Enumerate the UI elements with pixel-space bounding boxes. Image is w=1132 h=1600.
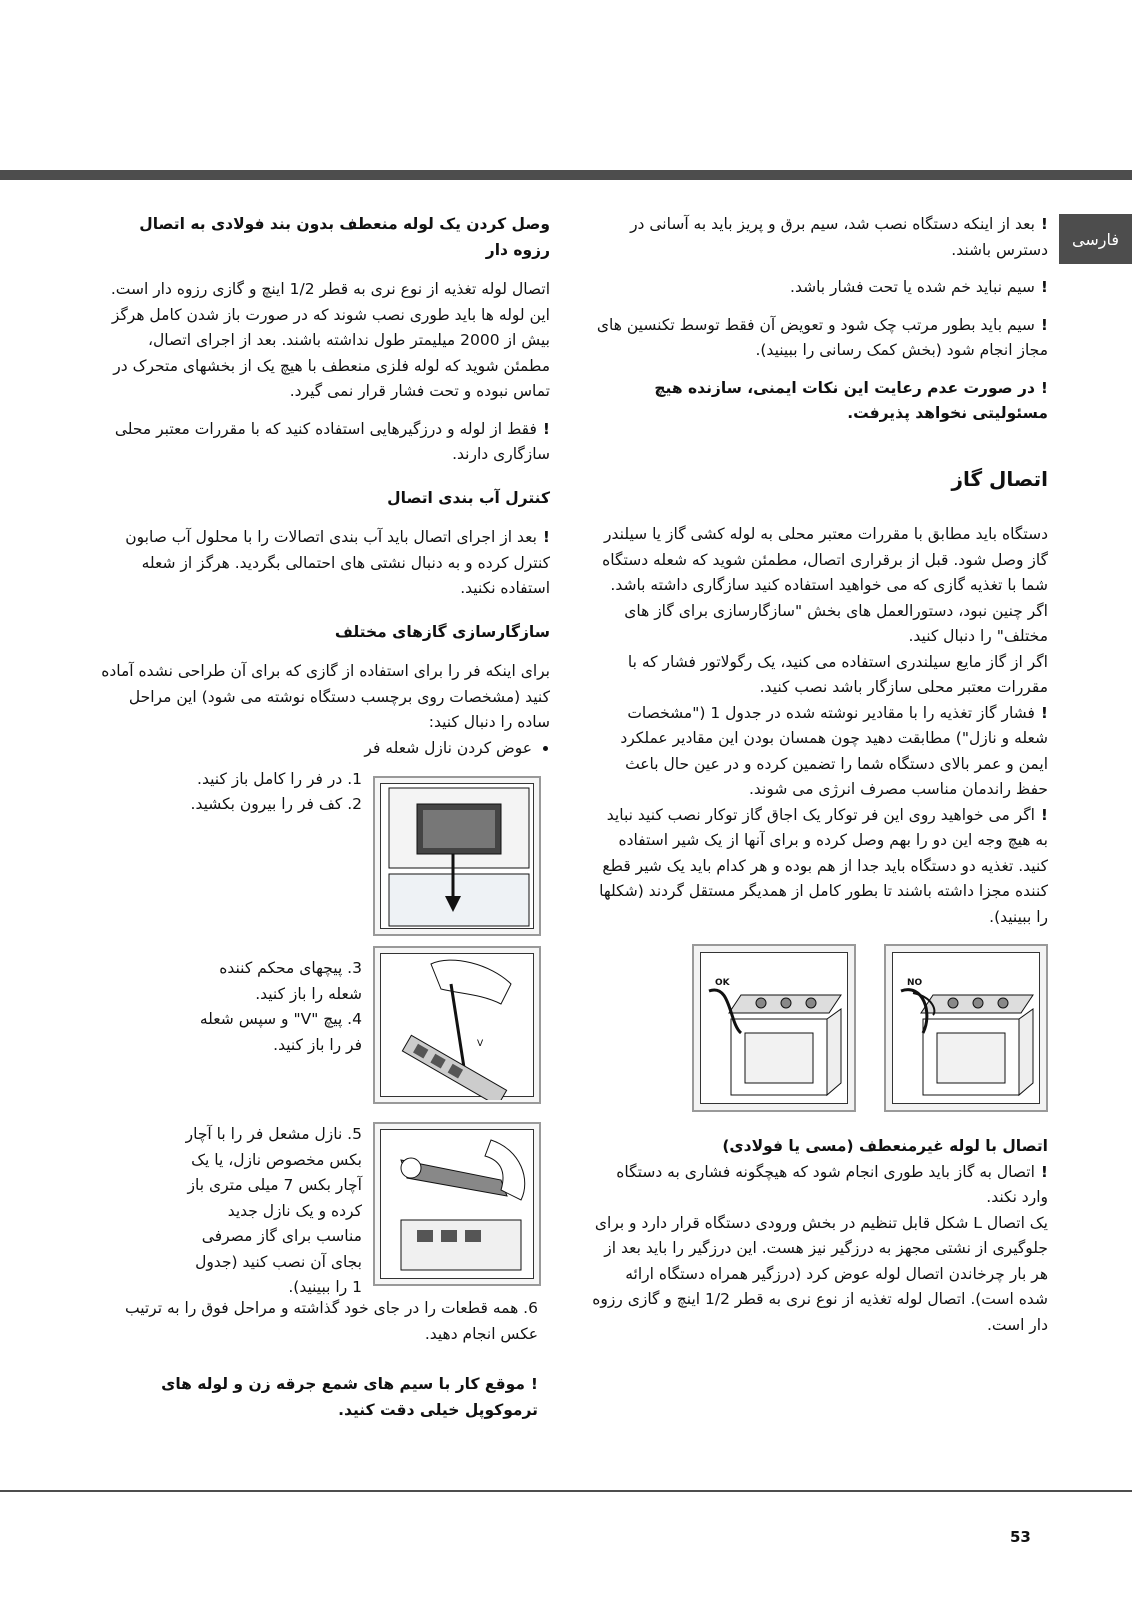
leak-check-heading: کنترل آب بندی اتصال	[387, 488, 550, 507]
language-tab: فارسی	[1059, 214, 1132, 264]
top-divider-bar	[0, 170, 1132, 180]
rigid-pipe-paragraph: !اتصال به گاز باید طوری انجام شود که هیچگونه فشاری به دستگاه وارد نکند.	[616, 1162, 1048, 1206]
warning-1: !بعد از اینکه دستگاه نصب شد، سیم برق و پریز باید به آسانی در دسترس باشند.	[630, 215, 1048, 259]
rigid-pipe-heading: اتصال با لوله غیرمنعطف (مسی یا فولادی)	[722, 1137, 1048, 1155]
installation-figures	[692, 944, 1048, 1112]
burner-screw-illustration	[381, 954, 537, 1100]
gas-paragraph-4: !اگر می خواهید روی این فر توکار یک اجاق گاز توکار نصب کنید نباید به هیچ وجه این دو را بهم وصل کرده و برای آنها از یک شیر استفاده کنید. تغذیه دو دستگاه باید جدا از هم بوده و هر کدام باید یک شیر قطع کننده مجزا داشته باشند تا بطور کامل از همدیگر مستقل گردند (شکلها را ببینید).	[599, 805, 1048, 926]
gas-paragraph: دستگاه باید مطابق با مقررات معتبر محلی به لوله کشی گاز یا سیلندر گاز وصل شود. قبل از برقراری اتصال، مطمئن شوید که شعله دستگاه شما با تغذیه گازی که می خواهید استفاده کنید سازگاری داشته باشد. اگر چنین نبود، دستورالعمل های بخش "سازگارسازی برای گاز های مختلف" را دنبال کنید.	[602, 525, 1048, 645]
step-3: 3. پیچهای محکم کننده شعله را باز کنید.	[219, 959, 362, 1003]
step-6: 6. همه قطعات را در جای خود گذاشته و مراحل فوق را به ترتیب عکس انجام دهید.	[124, 1299, 538, 1343]
figure-no	[884, 944, 1048, 1112]
figure-ok	[692, 944, 856, 1112]
gas-connection-heading: اتصال گاز	[951, 466, 1048, 491]
hose-paragraph: اتصال لوله تغذیه از نوع نری به قطر 1/2 اینچ و گازی رزوه دار است.	[110, 280, 550, 298]
page-number: 53	[1010, 1528, 1031, 1546]
step-5: 5. نازل مشعل فر را با آچار بکس مخصوص نازل، یا یک آچار بکس 7 میلی متری باز کرده و یک نازل جدید مناسب برای گاز مصرفی بجای آن نصب کنید (جدول 1 را ببینید).	[185, 1125, 362, 1296]
figure-ok-label: OK	[715, 978, 730, 988]
gas-paragraph-2: اگر از گاز مایع سیلندری استفاده می کنید، یک رگولاتور فشار که با مقررات معتبر محلی سازگار باشد نصب کنید.	[627, 652, 1048, 696]
figure-no-label: NO	[907, 978, 923, 988]
nozzle-wrench-illustration	[381, 1130, 537, 1282]
warning-4: !در صورت عدم رعایت این نکات ایمنی، سازنده هیچ مسئولیتی نخواهد پذیرفت.	[654, 378, 1048, 422]
step-1: 1. در فر را کامل باز کنید.	[197, 770, 362, 788]
warning-3: !سیم باید بطور مرتب چک شود و تعویض آن فقط توسط تکنسین های مجاز انجام شود (بخش کمک رسانی را ببینید).	[596, 315, 1048, 359]
hose-paragraph-3: !فقط از لوله و درزگیرهایی استفاده کنید که با مقررات معتبر محلی سازگاری دارند.	[114, 419, 550, 463]
bottom-divider	[0, 1490, 1132, 1492]
adaptation-list	[98, 736, 550, 762]
rigid-pipe-paragraph-2: یک اتصال L شکل قابل تنظیم در بخش ورودی دستگاه قرار دارد و برای جلوگیری از نشتی مجهز به درزگیر نیز هست. این درزگیر را باید بعد از هر بار چرخاندن اتصال لوله عوض کرد (درزگیر همراه دستگاه ارائه شده است). اتصال لوله تغذیه از نوع نری به قطر 1/2 اینچ و گازی رزوه دار است.	[592, 1213, 1048, 1334]
warning-2: !سیم نباید خم شده یا تحت فشار باشد.	[790, 278, 1048, 296]
gas-adaptation-heading: سازگارسازی گازهای مختلف	[334, 622, 550, 641]
oven-floor-illustration	[381, 784, 537, 932]
step-4: 4. پیچ "V" و سپس شعله فر را باز کنید.	[199, 1010, 362, 1054]
step-figure-2	[373, 946, 541, 1104]
final-warning: !موقع کار با سیم های شمع جرقه زن و لوله های ترموکوپل خیلی دقت کنید.	[161, 1375, 538, 1419]
gas-paragraph-3: !فشار گاز تغذیه را با مقادیر نوشته شده در جدول 1 ("مشخصات شعله و نازل") مطابقت دهید چون همسان بودن این مقادیر عملکرد ایمن و عمر بالای دستگاه شما را تضمین کرده و در عین حال باعث حفظ راندمان مناسب مصرف انرژی می شوند.	[620, 703, 1048, 798]
flexible-hose-heading: وصل کردن یک لوله منعطف بدون بند فولادی به اتصال رزوه دار	[139, 215, 550, 259]
hose-paragraph-2: این لوله ها باید طوری نصب شوند که در صورت باز شدن کامل هرگز بیش از 2000 میلیمتر طول نداشته باشند. بعد از اجرای اتصال، مطمئن شوید که لوله فلزی منعطف با هیچ یک از بخشهای متحرک در تماس نبوده و تحت فشار قرار نمی گیرد.	[111, 305, 550, 400]
right-column	[592, 212, 1048, 1338]
step-2: 2. کف فر را بیرون بکشید.	[190, 795, 362, 813]
leak-check-paragraph: !بعد از اجرای اتصال باید آب بندی اتصالات را با محلول آب صابون کنترل کرده و به دنبال نشتی های احتمالی بگردید. هرگز از شعله استفاده نکنید.	[125, 528, 550, 597]
step-figure-1	[373, 776, 541, 936]
figure-v-label: V	[477, 1039, 484, 1049]
left-column	[98, 212, 550, 761]
step-figure-3	[373, 1122, 541, 1286]
adaptation-paragraph: برای اینکه فر را برای استفاده از گازی که برای آن طراحی نشده آماده کنید (مشخصات روی برچسب دستگاه نوشته می شود) این مراحل ساده را دنبال کنید:	[101, 662, 550, 731]
list-item: • عوض کردن نازل شعله فر	[98, 736, 532, 762]
